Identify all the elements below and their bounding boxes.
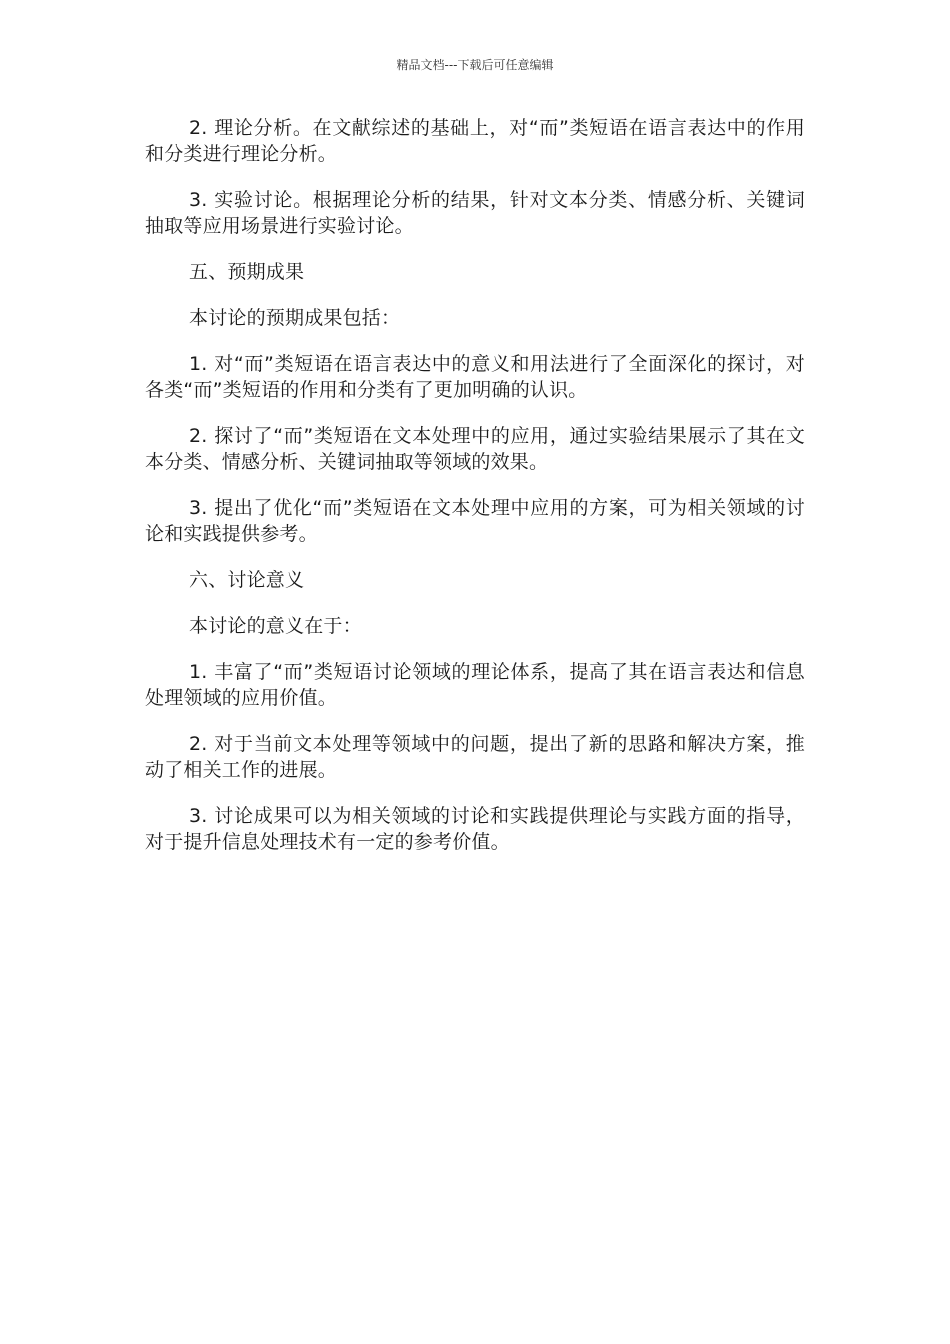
paragraph-experiment-discussion: 3. 实验讨论。根据理论分析的结果，针对文本分类、情感分析、关键词抽取等应用场景进行实验讨论。: [145, 189, 805, 237]
section-heading-significance: 六、讨论意义: [189, 569, 305, 591]
section-heading-expected-results: 五、预期成果: [189, 261, 305, 283]
page-header: 精品文档---下载后可任意编辑: [396, 58, 554, 72]
paragraph-significance-intro: 本讨论的意义在于：: [189, 615, 362, 637]
paragraph-result-3: 3. 提出了优化“而”类短语在文本处理中应用的方案，可为相关领域的讨论和实践提供参考。: [145, 497, 805, 545]
document-body: [145, 115, 805, 875]
paragraph-result-2: 2. 探讨了“而”类短语在文本处理中的应用，通过实验结果展示了其在文本分类、情感分析、关键词抽取等领域的效果。: [145, 425, 805, 473]
paragraph-theory-analysis: 2. 理论分析。在文献综述的基础上，对“而”类短语在语言表达中的作用和分类进行理论分析。: [145, 117, 805, 165]
paragraph-expected-results-intro: 本讨论的预期成果包括：: [189, 307, 401, 329]
paragraph-significance-1: 1. 丰富了“而”类短语讨论领域的理论体系，提高了其在语言表达和信息处理领域的应用价值。: [145, 661, 805, 709]
paragraph-result-1: 1. 对“而”类短语在语言表达中的意义和用法进行了全面深化的探讨，对各类“而”类短语的作用和分类有了更加明确的认识。: [145, 353, 805, 401]
paragraph-significance-2: 2. 对于当前文本处理等领域中的问题，提出了新的思路和解决方案，推动了相关工作的进展。: [145, 733, 805, 781]
paragraph-significance-3: 3. 讨论成果可以为相关领域的讨论和实践提供理论与实践方面的指导，对于提升信息处理技术有一定的参考价值。: [145, 805, 805, 853]
